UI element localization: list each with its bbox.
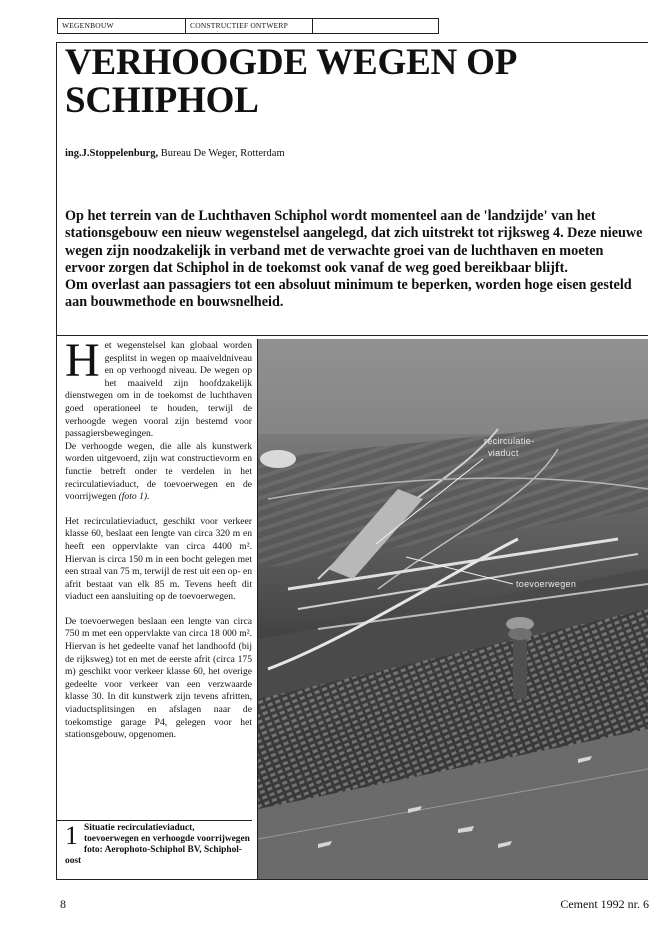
subcategory-label: CONSTRUCTIEF ONTWERP — [186, 19, 313, 33]
body-p2 — [65, 441, 252, 504]
lead-paragraph — [65, 208, 643, 312]
body-p4: De toevoerwegen beslaan een lengte van circa 750 m met een oppervlakte van circa 18 000 m². Hiervan is het gedeelte vanaf het landhoofd (bij de rijksweg) tot en met de eerste afrit (circa 175 m) geschikt voor verkeer klasse 60, het overige gedeelte voor verkeer van een verzwaarde klasse 30. In dit kunstwerk zijn tevens afritten, viaductsplitsingen en afslagen naar de toekomstige garage P4, gelegen voor het stationsgebouw, opgenomen. — [65, 615, 252, 741]
body-p1 — [65, 334, 252, 441]
lead-p2: Om overlast aan passagiers tot een absoluut minimum te beperken, worden hoge eisen gesteld aan bouwmethode en bouwsnelheid. — [65, 277, 632, 311]
figure-caption — [65, 823, 250, 867]
page-number: 8 — [60, 897, 66, 911]
category-box — [57, 18, 439, 34]
body-column — [65, 334, 253, 754]
caption-credit: foto: Aerophoto-Schiphol BV, Schiphol-oost — [65, 845, 243, 866]
author-affiliation: Bureau De Weger, Rotterdam — [160, 148, 285, 159]
body-p2-text: De verhoogde wegen, die alle als kunstwerk worden uitgevoerd, zijn wat constructievorm en functie betreft onder te verdelen in het recirculatieviaduct, de toevoerwegen en de voorrijwegen — [65, 440, 252, 503]
caption-number: 1 — [65, 821, 78, 850]
caption-divider — [56, 820, 252, 821]
aerial-photo — [257, 339, 648, 879]
body-p3: Het recirculatieviaduct, geschikt voor verkeer klasse 60, beslaat een lengte van circa 320 m en heeft een oppervlakte van circa 4400 m². Hiervan is circa 150 m in een bocht gelegen met een straal van 75 m, terwijl de rest uit een op- en afrit bestaat van elk 85 m. Tevens heeft dit viaduct een aansluiting op de toevoerwegen. — [65, 515, 253, 603]
author-line — [65, 148, 285, 159]
photo-label-toevoerwegen: toevoerwegen — [516, 579, 577, 589]
author-name: ing.J.Stoppelenburg, — [65, 148, 159, 159]
photo-reference: (foto 1). — [118, 491, 150, 503]
caption-text: Situatie recirculatieviaduct, toevoerwegen en verhoogde voorrijwegen — [84, 823, 250, 844]
article-title — [65, 44, 517, 120]
category-label: WEGENBOUW — [58, 19, 186, 33]
journal-reference: Cement 1992 nr. 6 — [560, 897, 649, 911]
title-line-2: SCHIPHOL — [65, 80, 259, 121]
drop-cap: H — [65, 334, 100, 387]
lead-p1: Op het terrein van de Luchthaven Schiphol wordt momenteel aan de 'landzijde' van het stationsgebouw een nieuw wegenstelsel aangelegd, dat zich uitstrekt tot rijksweg 4. Deze nieuwe wegen zijn noodzakelijk in verband met de verwachte groei van de luchthaven en moeten ervoor zorgen dat Schiphol in de toekomst ook vanaf de weg goed bereikbaar blijft. — [65, 208, 643, 276]
title-line-1: VERHOOGDE WEGEN OP — [65, 42, 518, 83]
photo-label-recirculatie: recirculatie- — [484, 436, 535, 446]
section-divider — [56, 335, 648, 336]
body-p1-text: et wegenstelsel kan globaal worden gesplitst in wegen op maaiveldniveau en op verhoogd niveau. De wegen op het maaiveld zijn hoofdzakelijk dienstwegen om in de toekomst de luchthaven goed operationeel te houden, terwijl de verhoogde wegen vooral zijn bestemd voor passagiersbewegingen. — [65, 340, 252, 440]
photo-label-viaduct: viaduct — [488, 448, 519, 458]
